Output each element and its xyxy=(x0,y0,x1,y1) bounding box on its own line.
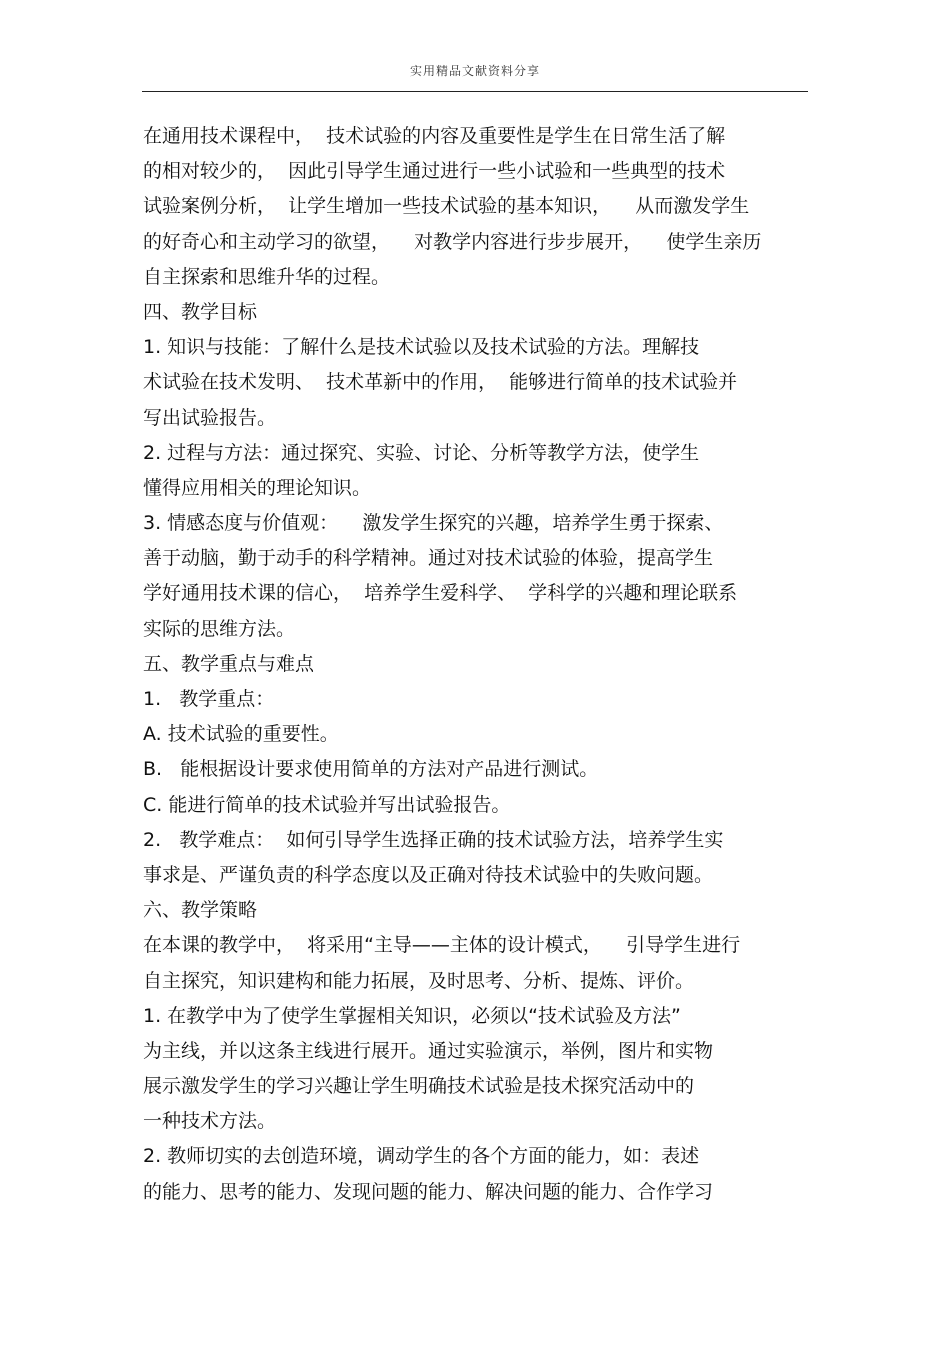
text-line: 学好通用技术课的信心， 培养学生爱科学、 学科学的兴趣和理论联系 xyxy=(143,582,738,605)
document-body xyxy=(143,119,813,1210)
text-line: 一种技术方法。 xyxy=(143,1110,277,1133)
header-divider xyxy=(142,91,808,92)
section-heading-key-points: 五、教学重点与难点 xyxy=(143,652,315,675)
text-line: 的相对较少的， 因此引导学生通过进行一些小试验和一些典型的技术 xyxy=(143,160,726,183)
text-line: 试验案例分析， 让学生增加一些技术试验的基本知识， 从而激发学生 xyxy=(143,195,750,218)
text-line: 1. 知识与技能：了解什么是技术试验以及技术试验的方法。理解技 xyxy=(143,336,700,359)
text-line: 的能力、思考的能力、发现问题的能力、解决问题的能力、合作学习 xyxy=(143,1180,714,1203)
text-line: 自主探究，知识建构和能力拓展，及时思考、分析、提炼、评价。 xyxy=(143,969,695,992)
text-line: 1. 在教学中为了使学生掌握相关知识，必须以“技术试验及方法” xyxy=(143,1004,681,1027)
text-line: B. 能根据设计要求使用简单的方法对产品进行测试。 xyxy=(143,758,599,781)
text-line: 在通用技术课程中， 技术试验的内容及重要性是学生在日常生活了解 xyxy=(143,125,726,147)
text-line: 自主探索和思维升华的过程。 xyxy=(143,265,391,288)
text-line: C. 能进行简单的技术试验并写出试验报告。 xyxy=(143,793,511,816)
text-line: 在本课的教学中， 将采用“主导——主体的设计模式， 引导学生进行 xyxy=(143,934,741,957)
text-line: 实际的思维方法。 xyxy=(143,617,296,640)
text-line: 2. 过程与方法：通过探究、实验、讨论、分析等教学方法，使学生 xyxy=(143,441,700,464)
text-line: 事求是、严谨负责的科学态度以及正确对待技术试验中的失败问题。 xyxy=(143,863,714,886)
text-line: 2. 教师切实的去创造环境，调动学生的各个方面的能力，如：表述 xyxy=(143,1145,700,1168)
text-line: 的好奇心和主动学习的欲望， 对教学内容进行步步展开， 使学生亲历 xyxy=(143,230,762,253)
section-heading-strategy: 六、教学策略 xyxy=(143,899,258,922)
text-line: 善于动脑，勤于动手的科学精神。通过对技术试验的体验，提高学生 xyxy=(143,547,714,570)
text-line: 1. 教学重点： xyxy=(143,688,275,710)
text-line: A. 技术试验的重要性。 xyxy=(143,723,339,746)
text-line: 展示激发学生的学习兴趣让学生明确技术试验是技术探究活动中的 xyxy=(143,1075,695,1098)
page-header-title: 实用精品文献资料分享 xyxy=(409,64,540,78)
text-line: 术试验在技术发明、 技术革新中的作用， 能够进行简单的技术试验并 xyxy=(143,371,738,394)
text-line: 3. 情感态度与价值观： 激发学生探究的兴趣，培养学生勇于探索、 xyxy=(143,512,724,535)
text-line: 懂得应用相关的理论知识。 xyxy=(143,476,372,499)
text-line: 写出试验报告。 xyxy=(143,406,277,429)
section-heading-objectives: 四、教学目标 xyxy=(143,300,258,323)
text-line: 为主线，并以这条主线进行展开。通过实验演示，举例，图片和实物 xyxy=(143,1039,714,1062)
text-line: 2. 教学难点： 如何引导学生选择正确的技术试验方法，培养学生实 xyxy=(143,828,724,851)
